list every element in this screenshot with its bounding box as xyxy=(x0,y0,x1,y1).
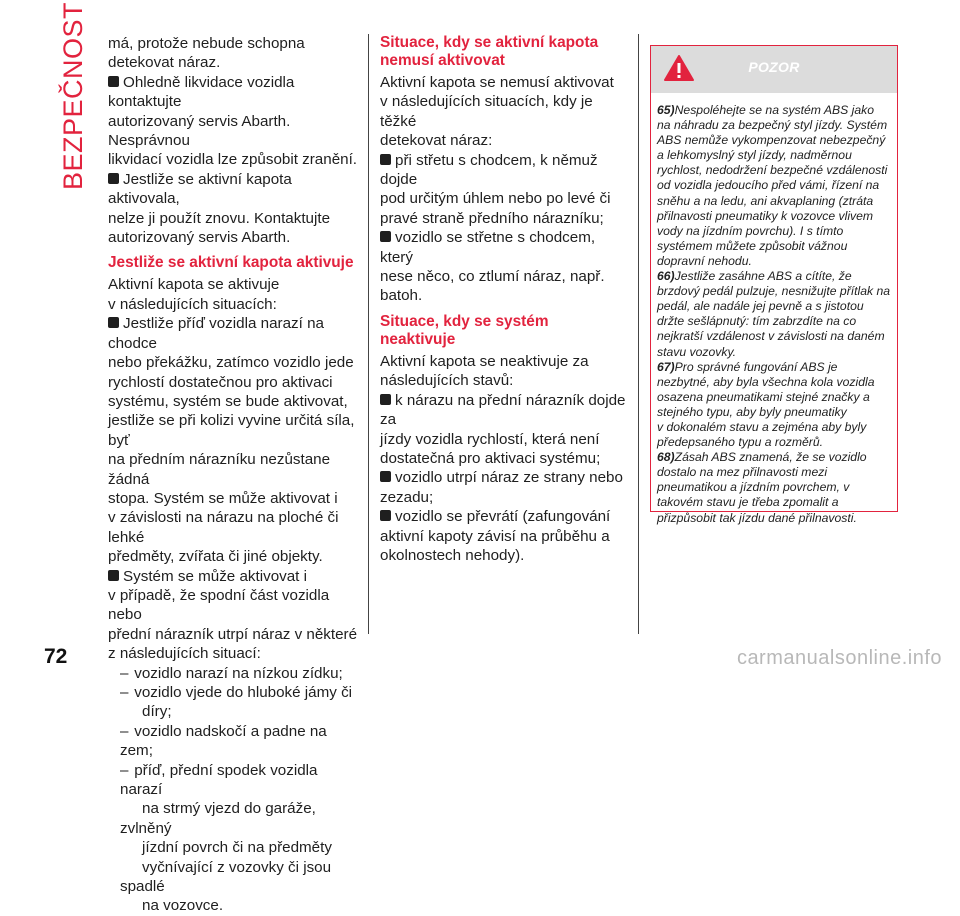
note-line: osazena pneumatikami stejné značky a xyxy=(657,389,870,404)
text-line: v případě, že spodní část vozidla nebo xyxy=(108,586,330,624)
bullet-box-icon xyxy=(108,173,119,184)
text-line: pravé straně předního nárazníku; xyxy=(380,209,604,227)
note-number: 67) xyxy=(657,359,675,374)
text-line: v závislosti na nárazu na ploché či lehké xyxy=(108,509,339,546)
dash-item-cont: na strmý vjezd do garáže, zvlněný xyxy=(120,800,316,837)
note-line: v dokonalém stavu a zejména aby byly xyxy=(657,419,867,434)
watermark: carmanualsonline.info xyxy=(736,647,942,669)
note-line: sněhu a na ledu, ani akvaplaning (ztráta xyxy=(657,193,874,208)
note-number: 68) xyxy=(657,450,675,465)
text-line: nese něco, co ztlumí náraz, např. xyxy=(380,268,605,286)
text-line: batoh. xyxy=(380,287,423,305)
bullet-item: Jestliže příď vozidla narazí na chodce xyxy=(108,315,324,352)
note-line: 66)Jestliže zasáhne ABS a cítíte, že xyxy=(657,269,852,284)
text-line: z následujících situací: xyxy=(108,645,261,663)
text-line: detekovat náraz: xyxy=(380,132,493,150)
page-number: 72 xyxy=(44,645,68,668)
dash-item-cont: vyčnívající z vozovky či jsou spadlé xyxy=(120,858,332,896)
note-line: pedál, ale nadále jej pevně a s jistotou xyxy=(657,299,864,314)
intro-line: detekovat náraz. xyxy=(108,54,221,72)
dash-item-cont: jízdní povrch či na předměty xyxy=(142,839,332,857)
text-line: Aktivní kapota se nemusí aktivovat xyxy=(380,74,614,91)
note-line: rychlost, nedodržení bezpečné vzdálenosti xyxy=(657,163,888,178)
text-line: předměty, zvířata či jiné objekty. xyxy=(108,548,323,566)
note-line: vody na jízdním povrchu). I s tímto xyxy=(657,223,844,238)
note-number: 66) xyxy=(657,269,675,284)
text-line: v následujících situacích, kdy je těžké xyxy=(380,93,593,130)
text-line: autorizovaný servis Abarth. Nesprávnou xyxy=(108,112,291,150)
bullet-item: k nárazu na přední nárazník dojde za xyxy=(380,391,626,429)
note-line: brzdový pedál pulzuje, nesnižujte přítlak na xyxy=(657,284,891,299)
note-line: dopravní nehodu. xyxy=(657,253,752,268)
note-line: od vozidla jedoucího před vámi, řízení na xyxy=(657,178,880,193)
text-line: Aktivní kapota se neaktivuje za xyxy=(380,352,589,370)
text-line: na předním nárazníku nezůstane žádná xyxy=(108,451,331,488)
bullet-item: Systém se může aktivovat i xyxy=(108,567,360,586)
warning-title: POZOR xyxy=(748,59,800,75)
dash-item-cont: na vozovce. xyxy=(142,897,224,915)
note-line: systémem můžete způsobit vážnou xyxy=(657,238,848,253)
bullet-box-icon xyxy=(108,76,119,87)
warning-body xyxy=(651,93,897,526)
note-line: dostalo na mez přilnavosti mezi xyxy=(657,465,828,480)
note-line: držte sešlápnutý: tím zabrzdíte na co xyxy=(657,314,857,329)
note-line: 67)Pro správné fungování ABS je xyxy=(657,359,838,374)
text-line: rychlostí dostatečnou pro aktivaci xyxy=(108,373,333,391)
note-line: stejného typu, aby byly pneumatiky xyxy=(657,404,847,419)
text-line: okolnostech nehody). xyxy=(380,546,525,564)
column-middle xyxy=(380,34,628,565)
note-line: předepsaného typu a rozměrů. xyxy=(657,435,823,450)
section-title: BEZPEČNOST xyxy=(58,1,88,190)
note-line: takovém stavu je třeba zpomalit a xyxy=(657,495,839,510)
text-line: nelze ji použít znovu. Kontaktujte xyxy=(108,209,331,227)
note-line: na náhradu za bezpečný styl jízdy. Systém xyxy=(657,118,888,133)
bullet-item: Jestliže se aktivní kapota aktivovala, xyxy=(108,170,292,208)
text-line: v následujících situacích: xyxy=(108,295,277,313)
dash-item: – příď, přední spodek vozidla narazí xyxy=(120,761,318,799)
bullet-box-icon xyxy=(380,471,391,482)
dash-item: – vozidlo vjede do hluboké jámy či xyxy=(120,684,353,701)
note-line: ABS nemůže vykompenzovat nebezpečný xyxy=(657,133,886,148)
bullet-item: vozidlo se střetne s chodcem, který xyxy=(380,229,596,266)
bullet-box-icon xyxy=(380,231,391,242)
note-line: přizpůsobit tak jízdu dané přilnavosti. xyxy=(657,510,857,525)
text-line: jízdy vozidla rychlostí, která není xyxy=(380,430,600,448)
text-line: Aktivní kapota se aktivuje xyxy=(108,276,280,294)
section-heading: Situace, kdy se systém neaktivuje xyxy=(380,312,549,348)
bullet-box-icon xyxy=(108,317,119,328)
note-line: nezbytné, aby byla všechna kola vozidla xyxy=(657,374,875,389)
text-line: zezadu; xyxy=(380,488,434,506)
text-line: přední nárazník utrpí náraz v některé xyxy=(108,625,358,643)
bullet-box-icon xyxy=(380,394,391,405)
note-line: 65)Nespoléhejte se na systém ABS jako xyxy=(657,103,875,117)
note-line: a lehkomyslný styl jízdy, nadměrnou xyxy=(657,148,852,163)
text-line: následujících stavů: xyxy=(380,372,514,390)
bullet-box-icon xyxy=(380,510,391,521)
note-line: stavu vozovky. xyxy=(657,344,737,359)
bullet-item: vozidlo se převrátí (zafungování xyxy=(380,507,628,526)
section-heading: Situace, kdy se aktivní kapota nemusí aktivovat xyxy=(380,34,599,69)
bullet-box-icon xyxy=(380,154,391,165)
section-heading: Jestliže se aktivní kapota aktivuje xyxy=(108,254,354,272)
text-line: likvidací vozidla lze způsobit zranění. xyxy=(108,151,358,169)
column-divider-1 xyxy=(368,34,369,634)
dash-item: – vozidlo narazí na nízkou zídku; xyxy=(120,664,343,682)
intro-line: má, protože nebude schopna xyxy=(108,35,305,52)
text-line: systému, systém se bude aktivovat, xyxy=(108,392,348,410)
note-line: přilnavosti pneumatiky k vozovce vlivem xyxy=(657,208,874,223)
bullet-box-icon xyxy=(108,570,119,581)
bullet-item: vozidlo utrpí náraz ze strany nebo xyxy=(380,468,628,487)
column-left xyxy=(108,34,360,916)
dash-item-cont: díry; xyxy=(142,703,172,721)
note-line: 68)Zásah ABS znamená, že se vozidlo xyxy=(657,450,867,465)
text-line: aktivní kapoty závisí na průběhu a xyxy=(380,527,610,545)
text-line: dostatečná pro aktivaci systému; xyxy=(380,449,601,467)
dash-item: – vozidlo nadskočí a padne na zem; xyxy=(120,722,327,760)
text-line: nebo překážku, zatímco vozidlo jede xyxy=(108,354,354,372)
note-number: 65) xyxy=(657,103,675,117)
text-line: stopa. Systém se může aktivovat i xyxy=(108,489,338,507)
column-divider-2 xyxy=(638,34,639,634)
text-line: pod určitým úhlem nebo po levé či xyxy=(380,190,611,208)
text-line: autorizovaný servis Abarth. xyxy=(108,229,291,247)
warning-box xyxy=(650,45,898,525)
bullet-item: při střetu s chodcem, k němuž dojde xyxy=(380,151,598,189)
bullet-item: Ohledně likvidace vozidla kontaktujte xyxy=(108,73,295,111)
note-line: nejkratší vzdálenost v závislosti na daném xyxy=(657,329,885,344)
note-line: pneumatikou a jízdním povrchem, v xyxy=(657,480,850,495)
text-line: jestliže se při kolizi vyvine určitá síla, byť xyxy=(108,412,355,449)
warning-header xyxy=(651,46,897,93)
